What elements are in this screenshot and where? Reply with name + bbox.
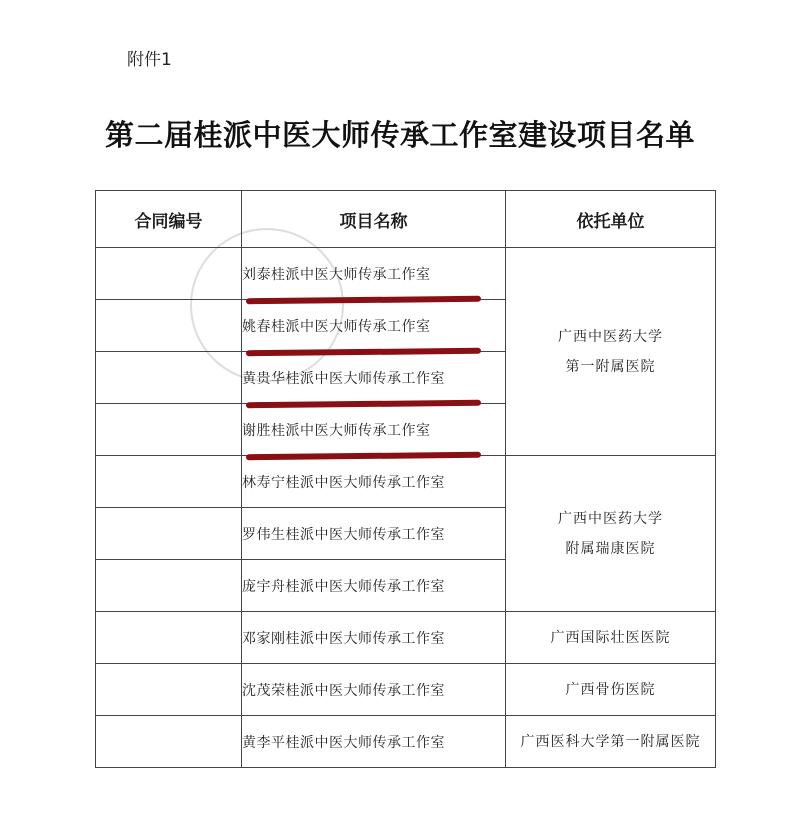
project-cell: 林寿宁桂派中医大师传承工作室 (242, 456, 506, 508)
unit-cell (506, 456, 716, 612)
project-cell: 黄李平桂派中医大师传承工作室 (242, 716, 506, 768)
contract-cell (96, 508, 242, 560)
project-cell (242, 300, 506, 352)
contract-cell (96, 248, 242, 300)
table-row (96, 612, 716, 664)
unit-line: 广西中医药大学 (558, 510, 663, 527)
unit-cell: 广西医科大学第一附属医院 (506, 716, 716, 768)
project-name: 谢胜桂派中医大师传承工作室 (242, 422, 431, 439)
project-name: 姚春桂派中医大师传承工作室 (242, 318, 431, 335)
table-header-row (96, 191, 716, 248)
contract-cell (96, 612, 242, 664)
contract-cell (96, 456, 242, 508)
unit-line: 第一附属医院 (565, 358, 656, 375)
table-row (96, 248, 716, 300)
header-contract-number: 合同编号 (96, 191, 242, 248)
project-cell: 沈茂荣桂派中医大师传承工作室 (242, 664, 506, 716)
contract-cell (96, 716, 242, 768)
project-list-table (95, 190, 716, 768)
header-host-unit: 依托单位 (506, 191, 716, 248)
table-row (96, 456, 716, 508)
unit-cell: 广西骨伤医院 (506, 664, 716, 716)
unit-cell: 广西国际壮医医院 (506, 612, 716, 664)
project-cell (242, 404, 506, 456)
project-cell: 罗伟生桂派中医大师传承工作室 (242, 508, 506, 560)
contract-cell (96, 664, 242, 716)
table-row (96, 716, 716, 768)
project-cell (242, 248, 506, 300)
project-cell: 庞宇舟桂派中医大师传承工作室 (242, 560, 506, 612)
attachment-label: 附件1 (127, 50, 172, 70)
contract-cell (96, 404, 242, 456)
unit-line: 附属瑞康医院 (565, 540, 656, 557)
project-cell (242, 352, 506, 404)
contract-cell (96, 300, 242, 352)
document-title: 第二届桂派中医大师传承工作室建设项目名单 (104, 118, 695, 152)
project-cell: 邓家刚桂派中医大师传承工作室 (242, 612, 506, 664)
contract-cell (96, 560, 242, 612)
project-name: 刘泰桂派中医大师传承工作室 (242, 266, 431, 283)
header-project-name: 项目名称 (242, 191, 506, 248)
project-name: 黄贵华桂派中医大师传承工作室 (242, 370, 445, 387)
unit-cell (506, 248, 716, 456)
table-row (96, 664, 716, 716)
unit-line: 广西中医药大学 (558, 328, 663, 345)
contract-cell (96, 352, 242, 404)
